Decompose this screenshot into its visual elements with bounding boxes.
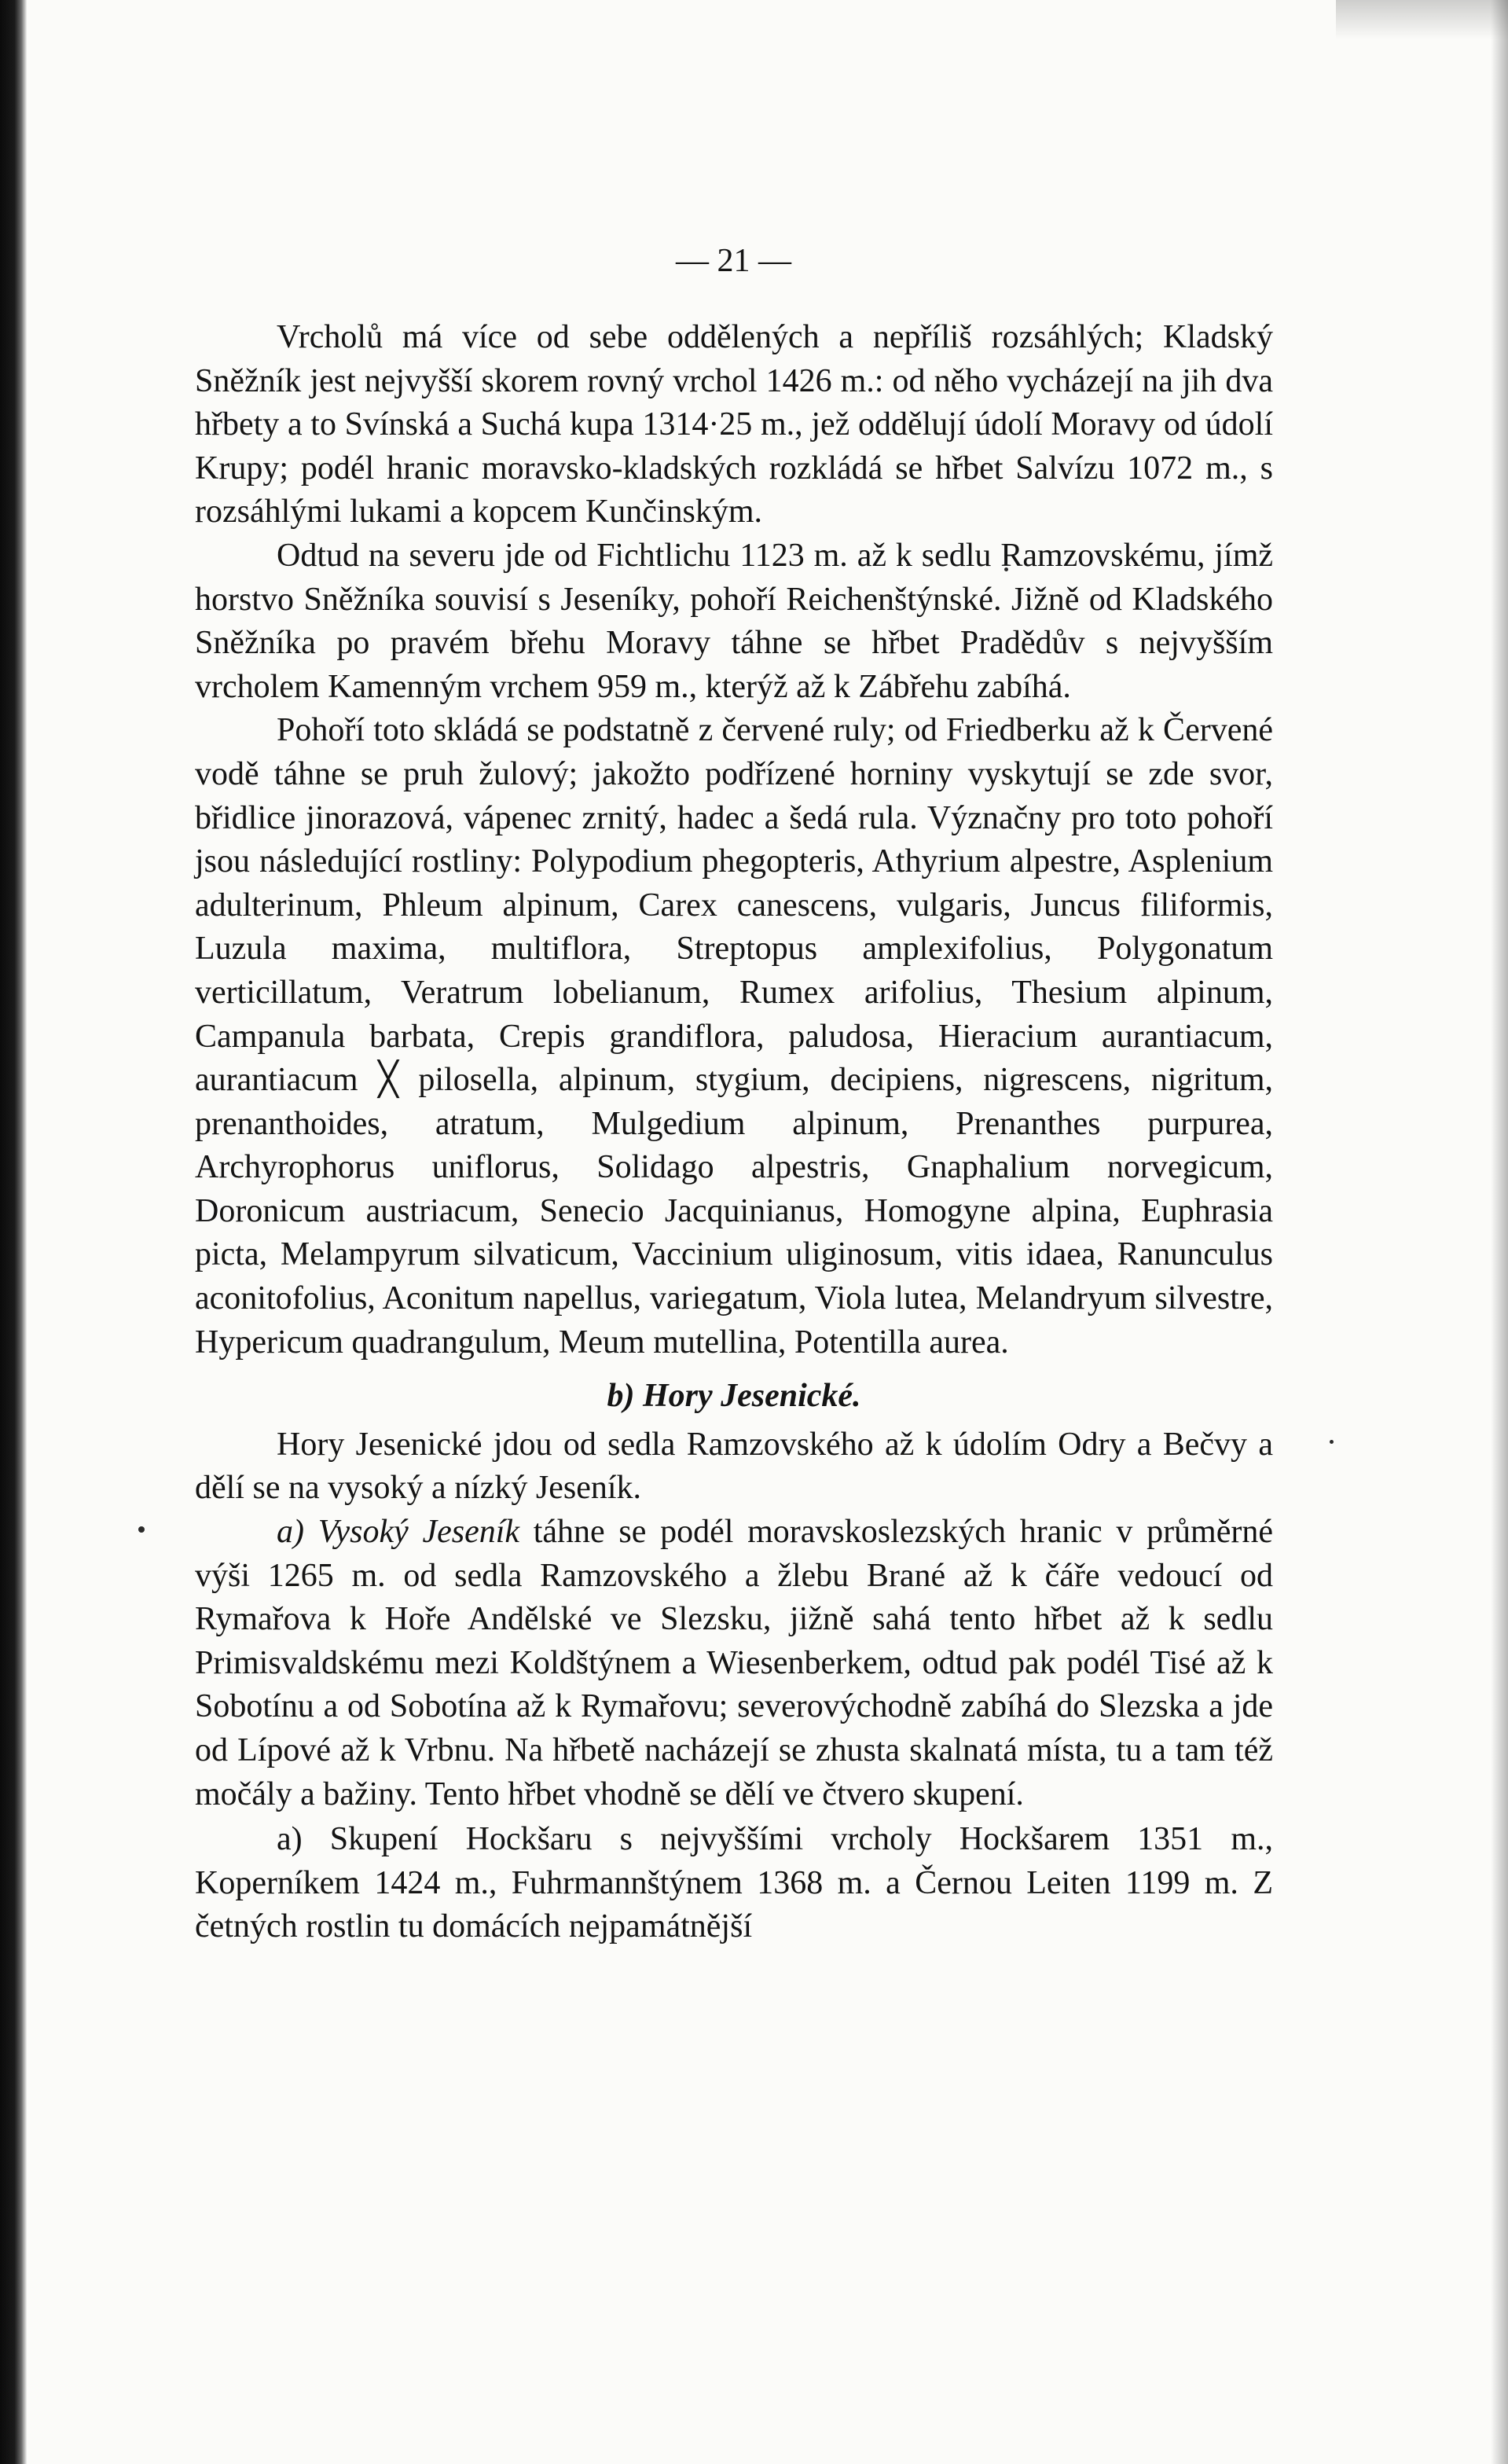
paragraph-snieznik-summits: Vrcholů má více od sebe oddělených a nepříliš rozsáhlých; Kladský Sněžník jest nejvyšší skorem rovný vrchol 1426 m.: od něho vycházejí na jih dva hřbety a to Svínská a Suchá kupa 1314·25 m., jež oddělují údolí Moravy od údolí Krupy; podél hranic moravsko-kladských rozkládá se hřbet Salvízu 1072 m., s rozsáhlými lukami a kopcem Kunčinským.: [195, 319, 1273, 531]
page-edge-shadow: [1491, 0, 1508, 2464]
page-body: [195, 316, 1273, 1949]
paragraph-vysoky-jesenik: [195, 1511, 1273, 1816]
scan-speck: [1330, 1440, 1334, 1444]
subsection-label-vysoky-jesenik: a) Vysoký Jeseník: [277, 1514, 520, 1551]
paragraph-vysoky-jesenik-text: táhne se podél moravskoslezských hranic v průměrné výši 1265 m. od sedla Ramzovského a žlebu Brané až k čáře vedoucí od Rymařova k Hoře Andělské ve Slezsku, jižně sahá tento hřbet až k sedlu Primisvaldskému mezi Koldštýnem a Wiesenberkem, odtud pak podél Tisé až k Sobotínu a od Sobotína až k Rymařovu; severovýchodně zabíhá do Slezska a jde od Lípové až k Vrbnu. Na hřbetě nacházejí se zhusta skalnatá místa, tu a tam též močály a bažiny. Tento hřbet vhodně se dělí ve čtvero skupení.: [195, 1514, 1273, 1812]
page-number: — 21 —: [676, 243, 791, 279]
scan-speck: [138, 1526, 145, 1533]
book-binding-shadow: [0, 0, 27, 2464]
paragraph-hocksar-group: a) Skupení Hockšaru s nejvyššími vrcholy Hockšarem 1351 m., Koperníkem 1424 m., Fuhrmannštýnem 1368 m. a Černou Leiten 1199 m. Z četných rostlin tu domácích nejpamátnější: [195, 1821, 1273, 1945]
paragraph-geology-and-flora: Pohoří toto skládá se podstatně z červené ruly; od Friedberku až k Červené vodě táhne se pruh žulový; jakožto podřízené horniny vyskytují se zde svor, břidlice jinorazová, vápenec zrnitý, hadec a šedá rula. Význačny pro toto pohoří jsou následující rostliny: Polypodium phegopteris, Athyrium alpestre, Asplenium adulterinum, Phleum alpinum, Carex canescens, vulgaris, Juncus filiformis, Luzula maxima, multiflora, Streptopus amplexifolius, Polygonatum verticillatum, Veratrum lobelianum, Rumex arifolius, Thesium alpinum, Campanula barbata, Crepis grandiflora, paludosa, Hieracium aurantiacum, aurantiacum ╳ pilosella, alpinum, stygium, decipiens, nigrescens, nigritum, prenanthoides, atratum, Mulgedium alpinum, Prenanthes purpurea, Archyrophorus uniflorus, Solidago alpestris, Gnaphalium norvegicum, Doronicum austriacum, Senecio Jacquinianus, Homogyne alpina, Euphrasia picta, Melampyrum silvaticum, Vaccinium uliginosum, vitis idaea, Ranunculus aconitofolius, Aconitum napellus, variegatum, Viola lutea, Melandryum silvestre, Hypericum quadrangulum, Meum mutellina, Potentilla aurea.: [195, 712, 1273, 1361]
paragraph-ramzova-saddle: Odtud na severu jde od Fichtlichu 1123 m. až k sedlu Ramzovskému, jímž horstvo Sněžníka souvisí s Jeseníky, pohoří Reichenštýnské. Jižně od Kladského Sněžníka po pravém břehu Moravy táhne se hřbet Pradědův s nejvyšším vrcholem Kamenným vrchem 959 m., kterýž až k Zábřehu zabíhá.: [195, 537, 1273, 705]
scan-corner-shadow: [1336, 0, 1508, 39]
paragraph-jeseniky-intro: Hory Jesenické jdou od sedla Ramzovského až k údolím Odry a Bečvy a dělí se na vysoký a nízký Jeseník.: [195, 1426, 1273, 1507]
section-heading-hory-jesenicke: b) Hory Jesenické.: [607, 1378, 861, 1415]
